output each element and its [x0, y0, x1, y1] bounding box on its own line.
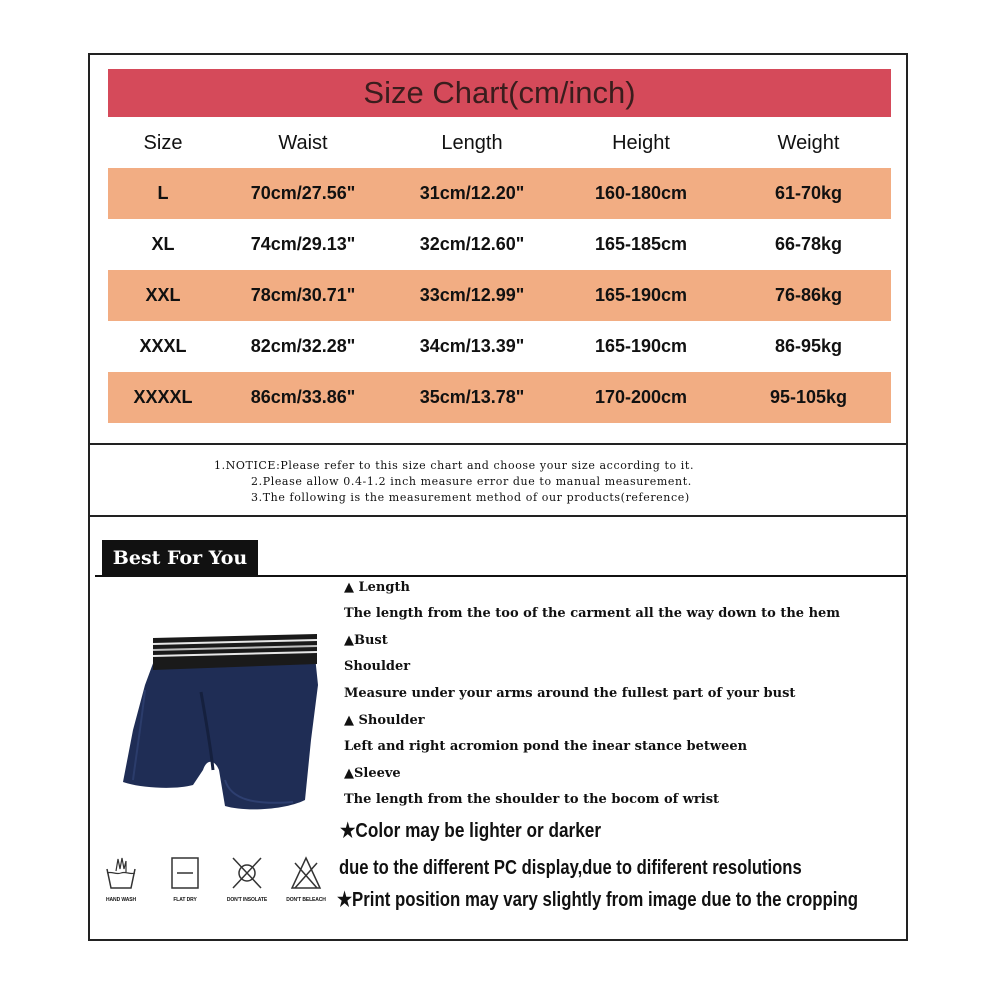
- cell-length: 31cm/12.20": [419, 183, 525, 203]
- cell-size: XXL: [145, 285, 181, 305]
- cell-length: 35cm/13.78": [419, 387, 525, 407]
- dont-insolate-icon: [230, 855, 264, 891]
- desc-sleeve-heading: ▲Sleeve: [344, 766, 401, 781]
- cell-size: XXXL: [139, 336, 187, 356]
- desc-length-heading: ▲ Length: [344, 580, 410, 595]
- cell-height: 165-190cm: [594, 336, 688, 356]
- cell-weight: 86-95kg: [774, 336, 843, 356]
- cell-size: XL: [151, 234, 175, 254]
- note-print: ★Print position may vary slightly from image due to the cropping: [337, 889, 858, 911]
- section-divider: [88, 443, 908, 445]
- cell-height: 165-190cm: [594, 285, 688, 305]
- notice-line: 2.Please allow 0.4-1.2 inch measure error due to manual measurement.: [251, 475, 692, 488]
- cell-size: L: [157, 183, 169, 203]
- care-flat-dry: [160, 855, 210, 921]
- care-label: DON'T INSOLATE: [226, 897, 268, 903]
- table-row: [108, 168, 891, 219]
- desc-shoulder-text: Left and right acromion pond the inear stance between: [344, 739, 748, 754]
- care-label: FLAT DRY: [173, 897, 197, 903]
- cell-waist: 82cm/32.28": [250, 336, 356, 356]
- badge-underline: [95, 575, 906, 577]
- note-display: due to the different PC display,due to dififerent resolutions: [339, 857, 802, 879]
- cell-waist: 70cm/27.56": [250, 183, 356, 203]
- table-header-row: [108, 118, 891, 168]
- size-chart-title: Size Chart(cm/inch): [108, 69, 891, 117]
- care-label: DON'T BELEACH: [286, 897, 326, 903]
- desc-bust-text: Measure under your arms around the fullest part of your bust: [344, 686, 796, 701]
- table-row: [108, 219, 891, 270]
- header-length: Length: [441, 131, 503, 154]
- desc-shoulder-label: Shoulder: [344, 659, 411, 674]
- table-row: [108, 372, 891, 423]
- header-height: Height: [612, 131, 670, 154]
- note-color: ★Color may be lighter or darker: [340, 820, 602, 842]
- desc-length-text: The length from the too of the carment all the way down to the hem: [344, 606, 841, 621]
- cell-weight: 61-70kg: [774, 183, 843, 203]
- product-image: [115, 630, 325, 830]
- cell-weight: 76-86kg: [774, 285, 843, 305]
- cell-height: 160-180cm: [594, 183, 688, 203]
- size-table: [108, 118, 891, 423]
- desc-bust-heading: ▲Bust: [344, 633, 388, 648]
- header-waist: Waist: [278, 131, 328, 154]
- best-for-you-badge: Best For You: [102, 540, 258, 576]
- dont-bleach-icon: [289, 855, 323, 891]
- header-weight: Weight: [777, 131, 840, 154]
- cell-size: XXXXL: [133, 387, 193, 407]
- cell-height: 170-200cm: [594, 387, 688, 407]
- desc-shoulder-heading: ▲ Shoulder: [344, 713, 425, 728]
- desc-sleeve-text: The length from the shoulder to the bocom of wrist: [344, 792, 720, 807]
- boxer-briefs-illustration: [115, 630, 325, 830]
- care-label: HAND WASH: [106, 897, 136, 903]
- cell-height: 165-185cm: [594, 234, 688, 254]
- section-divider: [88, 515, 908, 517]
- header-size: Size: [143, 131, 183, 154]
- cell-length: 33cm/12.99": [419, 285, 525, 305]
- notice-line: 3.The following is the measurement method of our products(reference): [251, 491, 690, 504]
- hand-wash-icon: [104, 855, 138, 891]
- cell-waist: 78cm/30.71": [250, 285, 356, 305]
- cell-weight: 66-78kg: [774, 234, 843, 254]
- cell-waist: 86cm/33.86": [250, 387, 356, 407]
- care-dont-insolate: [222, 855, 272, 921]
- flat-dry-icon: [168, 855, 202, 891]
- cell-length: 32cm/12.60": [419, 234, 525, 254]
- table-row: [108, 270, 891, 321]
- cell-weight: 95-105kg: [769, 387, 848, 407]
- cell-length: 34cm/13.39": [419, 336, 525, 356]
- care-dont-bleach: [281, 855, 331, 921]
- notice-line: 1.NOTICE:Please refer to this size chart and choose your size according to it.: [214, 459, 695, 472]
- cell-waist: 74cm/29.13": [250, 234, 356, 254]
- care-hand-wash: [96, 855, 146, 921]
- table-row: [108, 321, 891, 372]
